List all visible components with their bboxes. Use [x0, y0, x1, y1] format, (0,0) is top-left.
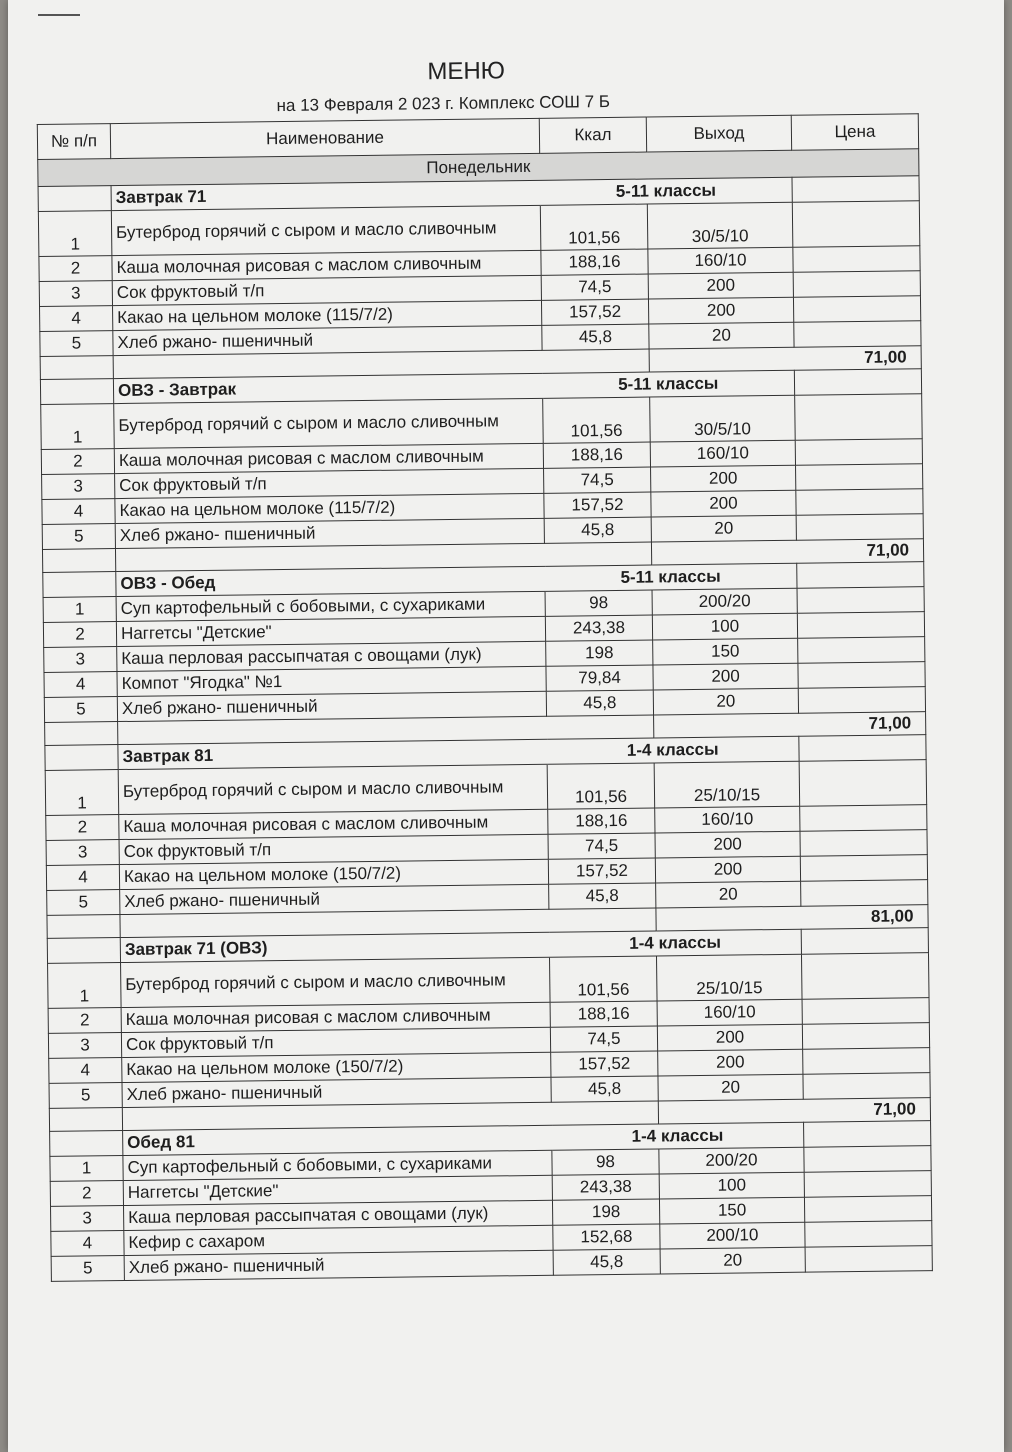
pen-mark — [38, 14, 80, 16]
item-number: 2 — [46, 815, 119, 841]
item-output: 100 — [652, 613, 797, 640]
item-kcal: 152,68 — [553, 1224, 660, 1250]
item-kcal: 79,84 — [546, 665, 653, 691]
item-output: 20 — [651, 515, 796, 542]
item-output: 200 — [648, 272, 793, 299]
item-output: 200 — [651, 465, 796, 492]
item-number: 3 — [44, 647, 117, 673]
item-number: 1 — [50, 1156, 123, 1182]
item-kcal: 45,8 — [546, 690, 653, 716]
header-num: № п/п — [37, 124, 110, 160]
item-output: 150 — [659, 1197, 804, 1224]
section-num-cell — [45, 745, 118, 771]
item-price — [795, 394, 923, 441]
item-kcal: 101,56 — [540, 204, 648, 250]
item-output: 200/10 — [660, 1222, 805, 1249]
item-number: 1 — [45, 770, 119, 816]
item-name: Хлеб ржано- пшеничный — [113, 325, 542, 355]
section-classes: 5-11 классы — [540, 177, 792, 205]
item-price — [799, 760, 927, 807]
item-output: 20 — [658, 1074, 803, 1101]
item-kcal: 243,38 — [545, 615, 652, 641]
item-price — [802, 998, 929, 1025]
item-kcal: 101,56 — [543, 397, 651, 443]
item-output: 200 — [655, 831, 800, 858]
item-name: Каша молочная рисовая с маслом сливочным — [121, 1002, 550, 1032]
item-price — [801, 953, 929, 1000]
item-number: 1 — [43, 597, 116, 623]
item-kcal: 98 — [552, 1149, 659, 1175]
item-price — [796, 514, 923, 541]
section-total: 71,00 — [649, 346, 921, 372]
section-price-cell — [799, 735, 926, 762]
item-output: 160/10 — [657, 999, 802, 1026]
header-output: Выход — [646, 115, 791, 152]
item-kcal: 198 — [552, 1199, 659, 1225]
item-number: 4 — [44, 672, 117, 698]
item-number: 3 — [39, 281, 112, 307]
item-price — [803, 1048, 930, 1075]
total-empty-cell — [42, 549, 115, 573]
item-kcal: 74,5 — [541, 274, 648, 300]
item-name: Наггетсы "Детские" — [116, 616, 545, 646]
item-number: 5 — [47, 890, 120, 916]
item-number: 1 — [48, 963, 122, 1009]
item-kcal: 157,52 — [548, 858, 655, 884]
item-number: 5 — [42, 524, 115, 550]
item-name: Каша молочная рисовая с маслом сливочным — [119, 809, 548, 839]
item-price — [800, 805, 927, 832]
header-price: Цена — [791, 114, 918, 151]
item-kcal: 45,8 — [553, 1249, 660, 1275]
item-name: Бутерброд горячий с сыром и масло сливочным — [114, 398, 544, 448]
section-title: ОВЗ - Завтрак — [113, 373, 542, 403]
item-number: 5 — [51, 1256, 124, 1282]
item-price — [797, 612, 924, 639]
item-name: Кефир с сахаром — [124, 1225, 553, 1255]
item-number: 2 — [50, 1181, 123, 1207]
item-number: 3 — [51, 1206, 124, 1232]
item-output: 20 — [656, 881, 801, 908]
item-price — [798, 662, 925, 689]
item-output: 200 — [658, 1049, 803, 1076]
header-name: Наименование — [110, 118, 539, 158]
item-price — [793, 271, 920, 298]
item-name: Какао на цельном молоке (150/7/2) — [119, 859, 548, 889]
item-kcal: 188,16 — [541, 249, 648, 275]
item-output: 160/10 — [648, 247, 793, 274]
section-classes: 1-4 классы — [549, 929, 801, 957]
item-output: 200 — [657, 1024, 802, 1051]
total-empty-cell — [40, 356, 113, 380]
item-name: Суп картофельный с бобовыми, с сухариками — [116, 591, 545, 621]
item-kcal: 243,38 — [552, 1174, 659, 1200]
total-empty-cell — [47, 915, 120, 939]
item-name: Сок фруктовый т/п — [119, 834, 548, 864]
item-number: 5 — [40, 331, 113, 357]
item-output: 200/20 — [659, 1147, 804, 1174]
section-total: 71,00 — [658, 1098, 930, 1124]
total-empty-cell — [45, 722, 118, 746]
item-kcal: 45,8 — [544, 517, 651, 543]
section-num-cell — [47, 938, 120, 964]
section-num-cell — [43, 572, 116, 598]
item-output: 200/20 — [652, 588, 797, 615]
section-title: ОВЗ - Обед — [116, 566, 545, 596]
item-price — [805, 1221, 932, 1248]
item-output: 160/10 — [650, 440, 795, 467]
item-number: 2 — [41, 449, 114, 475]
item-kcal: 74,5 — [548, 833, 655, 859]
item-number: 1 — [38, 211, 112, 257]
section-classes: 5-11 классы — [545, 563, 797, 591]
item-name: Бутерброд горячий с сыром и масло сливочным — [121, 957, 551, 1007]
item-number: 3 — [42, 474, 115, 500]
item-output: 200 — [648, 297, 793, 324]
item-price — [793, 296, 920, 323]
item-number: 2 — [43, 622, 116, 648]
item-kcal: 101,56 — [547, 763, 655, 809]
item-name: Бутерброд горячий с сыром и масло сливочным — [118, 764, 548, 814]
section-classes: 1-4 классы — [552, 1122, 804, 1150]
item-name: Каша перловая рассыпчатая с овощами (лук) — [117, 641, 546, 671]
header-kcal: Ккал — [539, 117, 646, 153]
menu-table — [37, 113, 933, 1282]
item-price — [795, 439, 922, 466]
section-classes: 1-4 классы — [547, 736, 799, 764]
item-number: 5 — [49, 1083, 122, 1109]
item-number: 4 — [42, 499, 115, 525]
item-name: Компот "Ягодка" №1 — [117, 666, 546, 696]
item-output: 100 — [659, 1172, 804, 1199]
item-number: 3 — [48, 1033, 121, 1059]
item-name: Каша перловая рассыпчатая с овощами (лук) — [124, 1200, 553, 1230]
section-total: 71,00 — [651, 539, 923, 565]
item-output: 25/10/15 — [654, 761, 800, 808]
item-price — [796, 464, 923, 491]
item-number: 5 — [44, 697, 117, 723]
menu-document — [36, 49, 931, 1282]
item-kcal: 188,16 — [548, 808, 655, 834]
item-output: 200 — [653, 663, 798, 690]
section-total: 81,00 — [656, 905, 928, 931]
section-title: Завтрак 71 — [111, 180, 540, 210]
item-name: Суп картофельный с бобовыми, с сухариками — [123, 1150, 552, 1180]
item-name: Каша молочная рисовая с маслом сливочным — [114, 443, 543, 473]
item-output: 20 — [653, 688, 798, 715]
item-kcal: 45,8 — [549, 883, 656, 909]
item-price — [797, 587, 924, 614]
item-number: 2 — [39, 256, 112, 282]
section-classes: 5-11 классы — [542, 370, 794, 398]
section-price-cell — [801, 928, 928, 955]
section-title: Завтрак 81 — [118, 739, 547, 769]
item-kcal: 188,16 — [550, 1001, 657, 1027]
item-output: 200 — [655, 856, 800, 883]
item-name: Хлеб ржано- пшеничный — [117, 691, 546, 721]
item-kcal: 45,8 — [542, 324, 649, 350]
item-name: Бутерброд горячий с сыром и масло сливочным — [111, 205, 541, 255]
item-price — [804, 1146, 931, 1173]
item-number: 4 — [51, 1231, 124, 1257]
item-number: 4 — [49, 1058, 122, 1084]
item-number: 2 — [48, 1008, 121, 1034]
item-price — [804, 1196, 931, 1223]
item-kcal: 198 — [546, 640, 653, 666]
item-name: Сок фруктовый т/п — [112, 275, 541, 305]
item-price — [805, 1246, 932, 1273]
item-name: Какао на цельном молоке (150/7/2) — [122, 1052, 551, 1082]
item-price — [800, 830, 927, 857]
section-num-cell — [50, 1131, 123, 1157]
item-output: 25/10/15 — [656, 954, 802, 1001]
item-price — [801, 880, 928, 907]
item-kcal: 45,8 — [551, 1076, 658, 1102]
section-price-cell — [794, 369, 921, 396]
menu-body — [38, 149, 933, 1282]
item-price — [796, 489, 923, 516]
day-label: Понедельник — [38, 149, 919, 187]
item-kcal: 157,52 — [541, 299, 648, 325]
item-name: Какао на цельном молоке (115/7/2) — [115, 493, 544, 523]
item-kcal: 157,52 — [544, 492, 651, 518]
item-name: Каша молочная рисовая с маслом сливочным — [112, 250, 541, 280]
item-price — [792, 201, 920, 248]
item-output: 160/10 — [655, 806, 800, 833]
total-empty-cell — [49, 1108, 122, 1132]
item-output: 150 — [653, 638, 798, 665]
item-output: 30/5/10 — [650, 395, 796, 442]
item-name: Хлеб ржано- пшеничный — [115, 518, 544, 548]
item-name: Наггетсы "Детские" — [123, 1175, 552, 1205]
item-price — [800, 855, 927, 882]
menu-subtitle: на 13 Февраля 2 023 г. Комплекс СОШ 7 Б — [276, 91, 611, 116]
item-price — [804, 1171, 931, 1198]
item-kcal: 74,5 — [550, 1026, 657, 1052]
section-title: Завтрак 71 (ОВЗ) — [120, 932, 549, 962]
item-price — [798, 687, 925, 714]
section-num-cell — [38, 186, 111, 212]
item-name: Хлеб ржано- пшеничный — [124, 1250, 553, 1280]
item-number: 4 — [40, 306, 113, 332]
item-kcal: 188,16 — [543, 442, 650, 468]
item-kcal: 98 — [545, 590, 652, 616]
item-price — [794, 321, 921, 348]
item-number: 3 — [46, 840, 119, 866]
menu-title: МЕНЮ — [427, 57, 506, 86]
section-price-cell — [797, 562, 924, 589]
item-kcal: 157,52 — [551, 1051, 658, 1077]
section-num-cell — [40, 379, 113, 405]
item-price — [798, 637, 925, 664]
section-price-cell — [804, 1121, 931, 1148]
item-number: 4 — [46, 865, 119, 891]
paper-sheet — [8, 0, 1004, 1452]
item-name: Сок фруктовый т/п — [121, 1027, 550, 1057]
item-name: Хлеб ржано- пшеничный — [120, 884, 549, 914]
item-output: 200 — [651, 490, 796, 517]
item-kcal: 101,56 — [550, 956, 658, 1002]
item-price — [802, 1023, 929, 1050]
item-output: 20 — [649, 322, 794, 349]
item-kcal: 74,5 — [544, 467, 651, 493]
section-title: Обед 81 — [123, 1125, 552, 1155]
item-name: Какао на цельном молоке (115/7/2) — [113, 300, 542, 330]
item-price — [793, 246, 920, 273]
section-total: 71,00 — [654, 712, 926, 738]
item-output: 20 — [660, 1247, 805, 1274]
item-output: 30/5/10 — [647, 202, 793, 249]
item-name: Сок фруктовый т/п — [115, 468, 544, 498]
item-price — [803, 1073, 930, 1100]
section-price-cell — [792, 176, 919, 203]
item-name: Хлеб ржано- пшеничный — [122, 1077, 551, 1107]
item-number: 1 — [41, 404, 115, 450]
